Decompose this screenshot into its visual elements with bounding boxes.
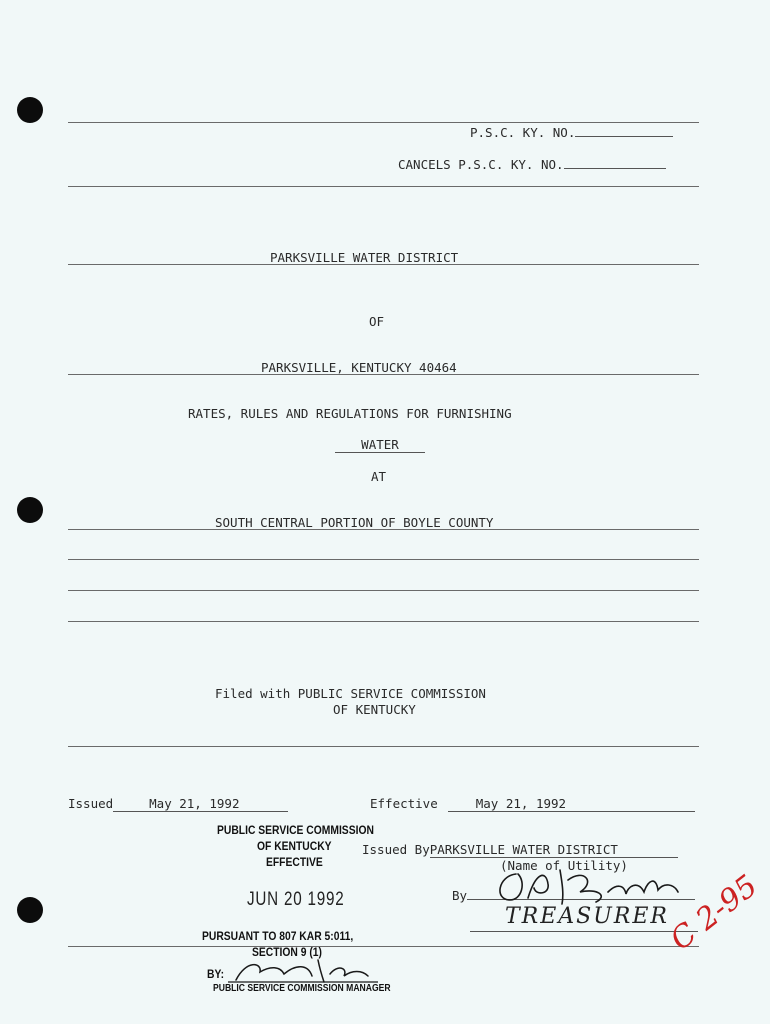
utility-address: PARKSVILLE, KENTUCKY 40464 xyxy=(261,360,457,375)
signature-by-label: By xyxy=(452,888,468,903)
stamp-by: BY: xyxy=(207,967,225,981)
service-type-blank xyxy=(335,437,425,453)
blank-rule-1 xyxy=(68,559,699,560)
lower-rule xyxy=(68,946,699,947)
header-rule-bottom xyxy=(68,186,699,187)
filed-with-line2: OF KENTUCKY xyxy=(333,702,416,717)
stamp-line3: EFFECTIVE xyxy=(266,855,323,869)
stamp-manager: PUBLIC SERVICE COMMISSION MANAGER xyxy=(213,983,391,994)
cancels-line xyxy=(398,157,666,172)
name-of-utility-caption: (Name of Utility) xyxy=(500,858,628,873)
service-type-line xyxy=(335,437,425,453)
issued-line xyxy=(68,796,288,812)
cancels-label: CANCELS P.S.C. KY. NO. xyxy=(398,157,564,172)
stamp-line1: PUBLIC SERVICE COMMISSION xyxy=(217,823,374,837)
signature-scribble xyxy=(488,862,688,908)
effective-label: Effective xyxy=(370,796,438,811)
manager-signature-scribble xyxy=(226,956,382,984)
filed-rule xyxy=(68,746,699,747)
psc-number-blank xyxy=(575,136,673,137)
blank-rule-3 xyxy=(68,621,699,622)
of-label: OF xyxy=(369,314,385,329)
punch-hole-middle xyxy=(17,497,43,523)
cancels-blank xyxy=(564,168,666,169)
utility-name: PARKSVILLE WATER DISTRICT xyxy=(270,250,459,265)
stamp-line2: OF KENTUCKY xyxy=(257,839,332,853)
header-rule-top xyxy=(68,122,699,123)
punch-hole-top xyxy=(17,97,43,123)
psc-number-line xyxy=(470,125,673,140)
effective-date: May 21, 1992 xyxy=(475,796,567,811)
issued-by-value: PARKSVILLE WATER DISTRICT xyxy=(429,842,618,857)
blank-rule-2 xyxy=(68,590,699,591)
stamp-section: SECTION 9 (1) xyxy=(252,945,322,959)
effective-line xyxy=(370,796,695,812)
issued-date-blank xyxy=(113,796,288,812)
at-label: AT xyxy=(371,469,387,484)
handwritten-title: TREASURER xyxy=(505,904,669,929)
punch-hole-bottom xyxy=(17,897,43,923)
rates-title: RATES, RULES AND REGULATIONS FOR FURNISHING xyxy=(188,406,512,421)
issued-label: Issued xyxy=(68,796,114,811)
service-type: WATER xyxy=(361,437,399,452)
issued-by-blank xyxy=(430,842,678,858)
stamp-date: JUN 20 1992 xyxy=(247,889,345,910)
issued-by-line xyxy=(362,842,678,858)
issued-by-label: Issued By xyxy=(362,842,430,857)
red-annotation: C 2-95 xyxy=(664,868,765,958)
effective-date-blank xyxy=(448,796,695,812)
issued-date: May 21, 1992 xyxy=(149,796,240,811)
service-location: SOUTH CENTRAL PORTION OF BOYLE COUNTY xyxy=(215,515,494,530)
stamp-pursuant: PURSUANT TO 807 KAR 5:011, xyxy=(202,929,354,943)
psc-number-label: P.S.C. KY. NO. xyxy=(470,125,576,140)
filed-with-line1: Filed with PUBLIC SERVICE COMMISSION xyxy=(215,686,486,701)
